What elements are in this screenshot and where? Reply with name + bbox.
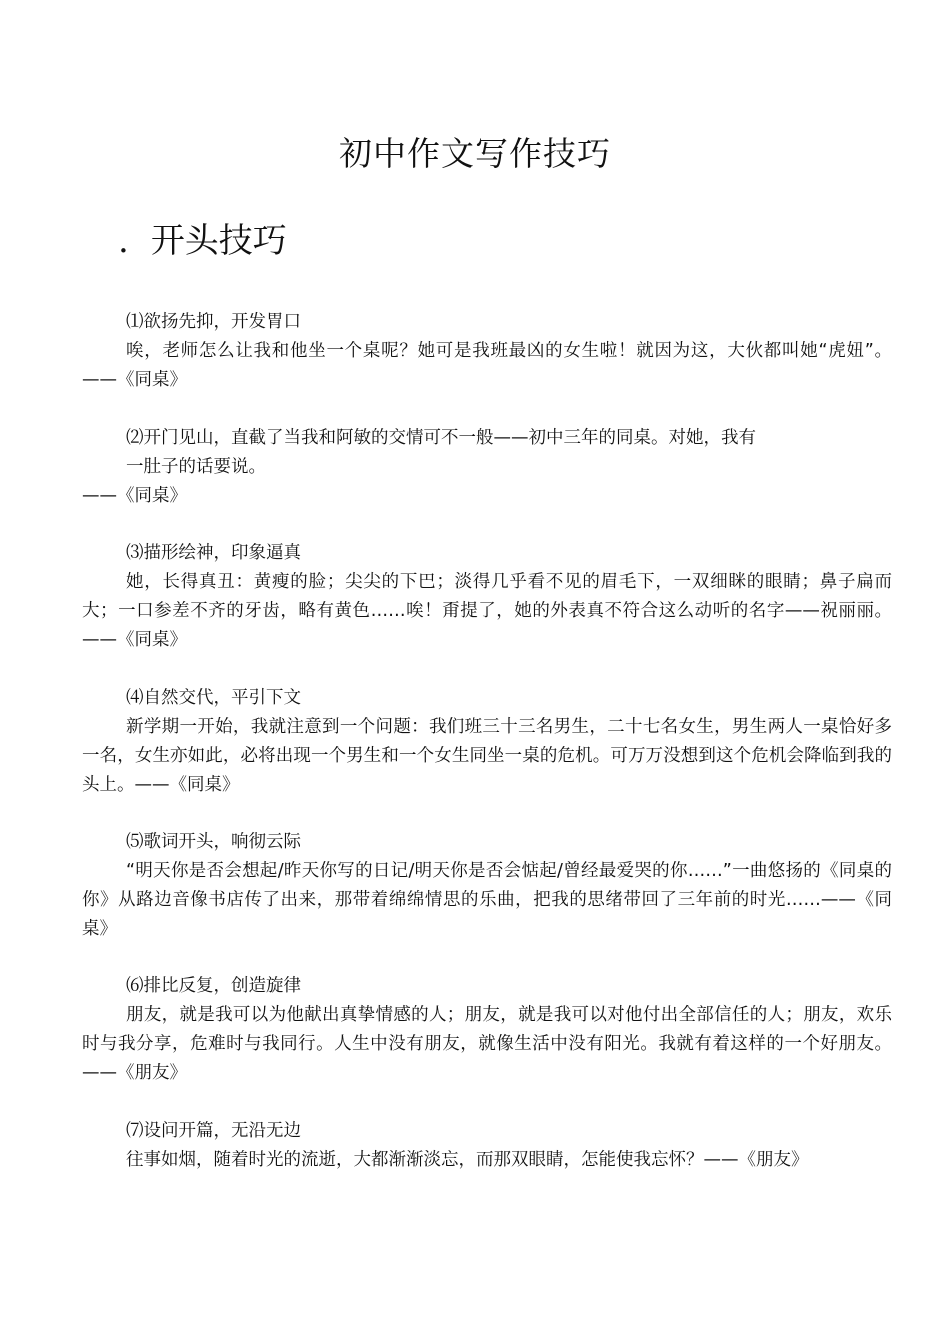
tip-3	[82, 539, 892, 655]
tip-source: ——《同桌》	[82, 486, 187, 506]
section-heading	[118, 218, 287, 264]
tip-5	[82, 828, 892, 944]
tip-title: ⑴欲扬先抑，开发胃口	[126, 312, 301, 332]
tip-body: 唉，老师怎么让我和他坐一个桌呢？她可是我班最凶的女生啦！就因为这，大伙都叫她“虎妞”。——《同桌》	[82, 341, 892, 390]
tip-body: 一肚子的话要说。	[126, 457, 266, 477]
tip-title: ⑵开门见山，直截了当我和阿敏的交情可不一般——初中三年的同桌。对她，我有	[126, 428, 756, 448]
tip-body: 新学期一开始，我就注意到一个问题：我们班三十三名男生，二十七名女生，男生两人一桌恰好多一名，女生亦如此，必将出现一个男生和一个女生同坐一桌的危机。可万万没想到这个危机会降临到我的头上。——《同桌》	[82, 717, 892, 795]
tip-1	[82, 308, 892, 395]
tip-body: 她，长得真丑：黄瘦的脸；尖尖的下巴；淡得几乎看不见的眉毛下，一双细眯的眼睛；鼻子扁而大；一口参差不齐的牙齿，略有黄色……唉！甭提了，她的外表真不符合这么动听的名字——祝丽丽。——《同桌》	[82, 572, 892, 650]
section-number: .	[118, 221, 129, 261]
tip-6	[82, 972, 892, 1088]
tip-title: ⑺设问开篇，无沿无边	[126, 1121, 301, 1141]
tip-title: ⑸歌词开头，响彻云际	[126, 832, 301, 852]
tip-title: ⑷自然交代，平引下文	[126, 688, 301, 708]
tip-4	[82, 684, 892, 800]
tip-body: “明天你是否会想起/昨天你写的日记/明天你是否会惦起/曾经最爱哭的你……”一曲悠扬的《同桌的你》从路边音像书店传了出来，那带着绵绵情思的乐曲，把我的思绪带回了三年前的时光……——《同桌》	[82, 861, 892, 939]
section-heading-text: 开头技巧	[150, 221, 287, 261]
document-title: 初中作文写作技巧	[339, 134, 611, 173]
tip-7	[82, 1117, 892, 1175]
tip-title: ⑶描形绘神，印象逼真	[126, 543, 301, 563]
tip-body: 朋友，就是我可以为他献出真挚情感的人；朋友，就是我可以对他付出全部信任的人；朋友，欢乐时与我分享，危难时与我同行。人生中没有朋友，就像生活中没有阳光。我就有着这样的一个好朋友。——《朋友》	[82, 1005, 892, 1083]
tip-2	[82, 424, 892, 511]
tip-title: ⑹排比反复，创造旋律	[126, 976, 301, 996]
tip-body: 往事如烟，随着时光的流逝，大都渐渐淡忘，而那双眼睛，怎能使我忘怀？——《朋友》	[126, 1150, 809, 1170]
